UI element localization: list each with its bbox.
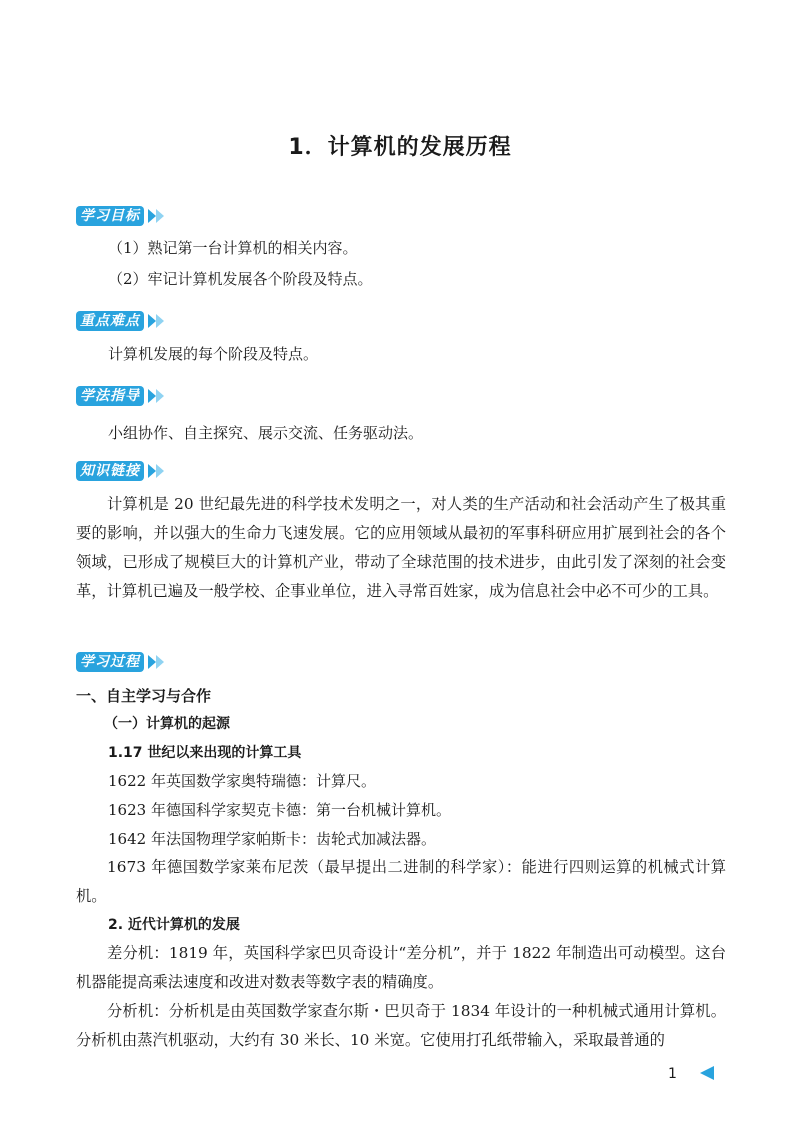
section-tag-method	[76, 385, 166, 407]
section-tag-label: 学法指导	[76, 386, 144, 406]
analytical-engine-paragraph: 分析机：分析机是由英国数学家查尔斯・巴贝奇于 1834 年设计的一种机械式通用计算机。分析机由蒸汽机驱动，大约有 30 米长、10 米宽。它使用打孔纸带输入，采取最普通的	[76, 1002, 726, 1049]
section-tag-process	[76, 651, 166, 673]
section-tag-label: 知识链接	[76, 461, 144, 481]
section-tag-label: 学习过程	[76, 652, 144, 672]
method-text: 小组协作、自主探究、展示交流、任务驱动法。	[108, 424, 424, 442]
double-chevron-right-icon	[146, 388, 166, 404]
history-line: 1623 年德国科学家契克卡德：第一台机械计算机。	[108, 801, 451, 819]
section-tag-knowledge	[76, 460, 166, 482]
knowledge-paragraph: 计算机是 20 世纪最先进的科学技术发明之一，对人类的生产活动和社会活动产生了极其重要的影响，并以强大的生命力飞速发展。它的应用领域从最初的军事科研应用扩展到社会的各个领域，已形成了规模巨大的计算机产业，带动了全球范围的技术进步，由此引发了深刻的社会变革，计算机已遍及一般学校、企事业单位，进入寻常百姓家，成为信息社会中必不可少的工具。	[76, 495, 726, 600]
item-heading: 2. 近代计算机的发展	[108, 917, 240, 933]
key-points-text: 计算机发展的每个阶段及特点。	[108, 345, 319, 363]
part-heading: 一、自主学习与合作	[76, 687, 212, 705]
double-chevron-right-icon	[146, 313, 166, 329]
sub-heading: （一）计算机的起源	[104, 716, 230, 732]
section-tag-label: 学习目标	[76, 206, 144, 226]
double-chevron-right-icon	[146, 208, 166, 224]
goal-item: （1）熟记第一台计算机的相关内容。	[108, 239, 358, 257]
section-tag-goals	[76, 205, 166, 227]
section-tag-key-points	[76, 310, 166, 332]
history-line: 1642 年法国物理学家帕斯卡：齿轮式加减法器。	[108, 830, 436, 848]
history-line: 1622 年英国数学家奥特瑞德：计算尺。	[108, 772, 376, 790]
history-paragraph: 1673 年德国数学家莱布尼茨（最早提出二进制的科学家）：能进行四则运算的机械式计算机。	[76, 858, 726, 905]
page-title: 1．计算机的发展历程	[288, 135, 512, 160]
section-tag-label: 重点难点	[76, 311, 144, 331]
double-chevron-right-icon	[146, 654, 166, 670]
item-heading: 1.17 世纪以来出现的计算工具	[108, 745, 302, 761]
triangle-left-icon	[698, 1064, 716, 1086]
page-number: 1	[668, 1066, 677, 1082]
goal-item: （2）牢记计算机发展各个阶段及特点。	[108, 270, 373, 288]
double-chevron-right-icon	[146, 463, 166, 479]
difference-engine-paragraph: 差分机：1819 年，英国科学家巴贝奇设计“差分机”，并于 1822 年制造出可动模型。这台机器能提高乘法速度和改进对数表等数字表的精确度。	[76, 944, 726, 991]
